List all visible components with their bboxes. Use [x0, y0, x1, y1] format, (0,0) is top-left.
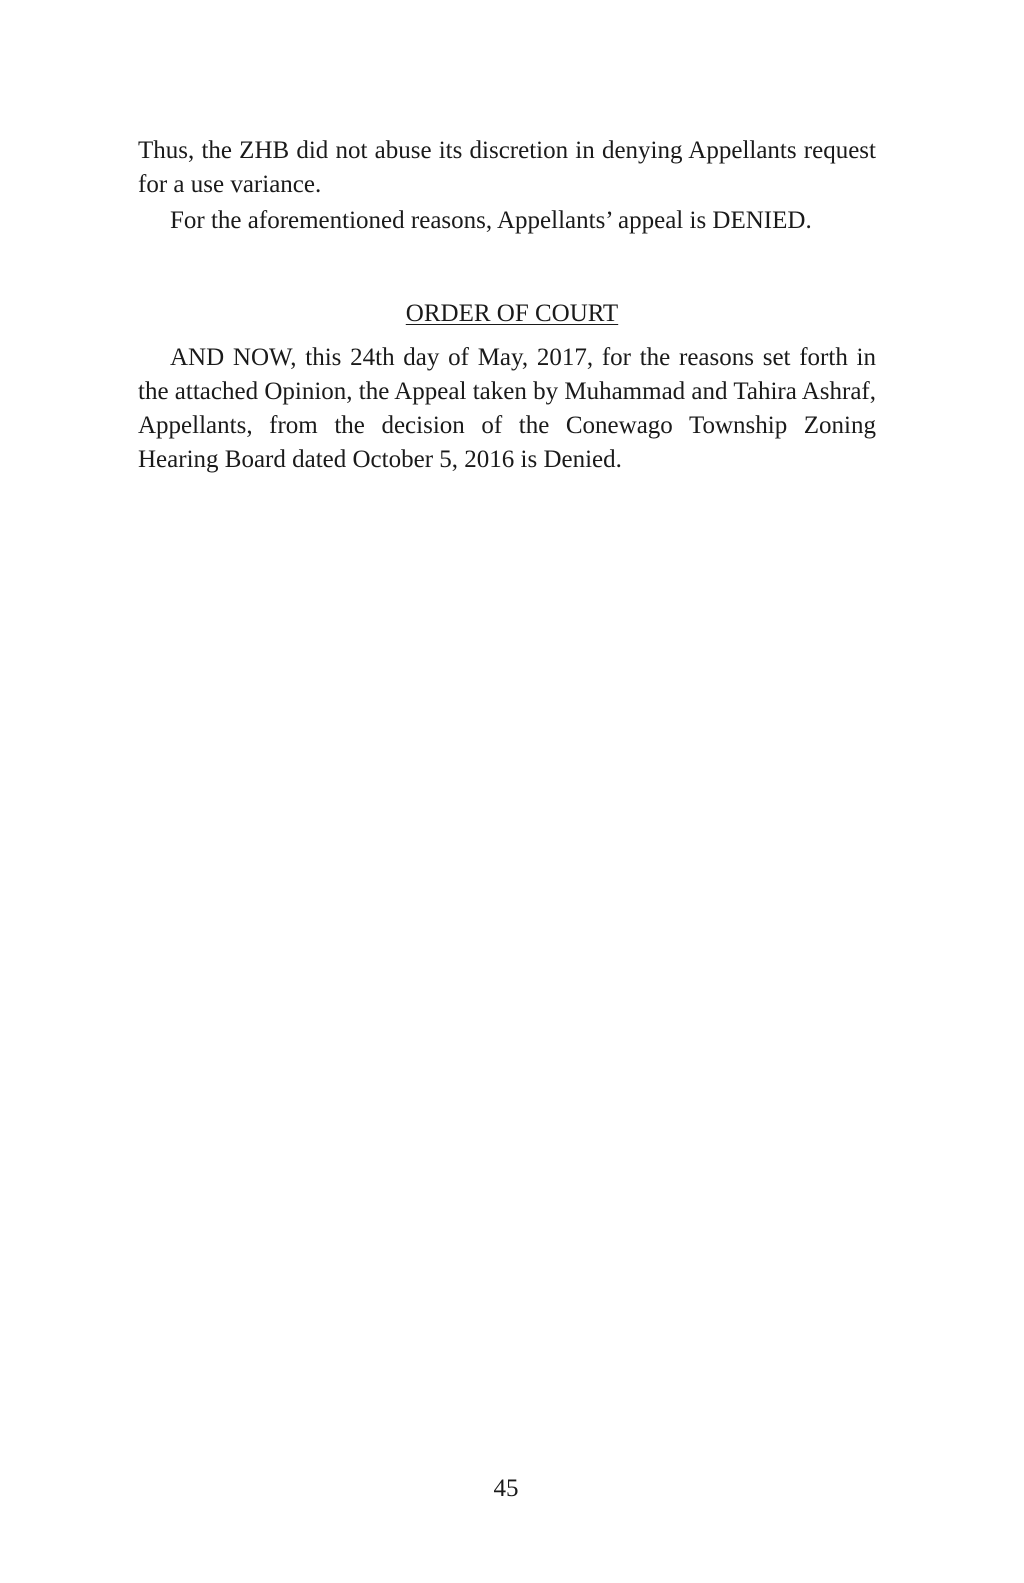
- order-heading: [0, 297, 1024, 331]
- appeal-denied-paragraph: For the aforementioned reasons, Appellants’ appeal is DENIED.: [170, 207, 812, 234]
- order-of-court-paragraph: AND NOW, this 24th day of May, 2017, for the reasons set forth in the attached Opinion, the Appeal taken by Muhammad and Tahira Ashraf, Appellants, from the decision of the Conewago Township Zoning Hearing Board dated October 5, 2016 is Denied.: [138, 344, 876, 473]
- page-number: 45: [493, 1475, 519, 1502]
- order-heading-text: ORDER OF COURT: [405, 300, 619, 327]
- opinion-conclusion-paragraph: Thus, the ZHB did not abuse its discretion in denying Appellants request for a use variance.: [138, 137, 876, 198]
